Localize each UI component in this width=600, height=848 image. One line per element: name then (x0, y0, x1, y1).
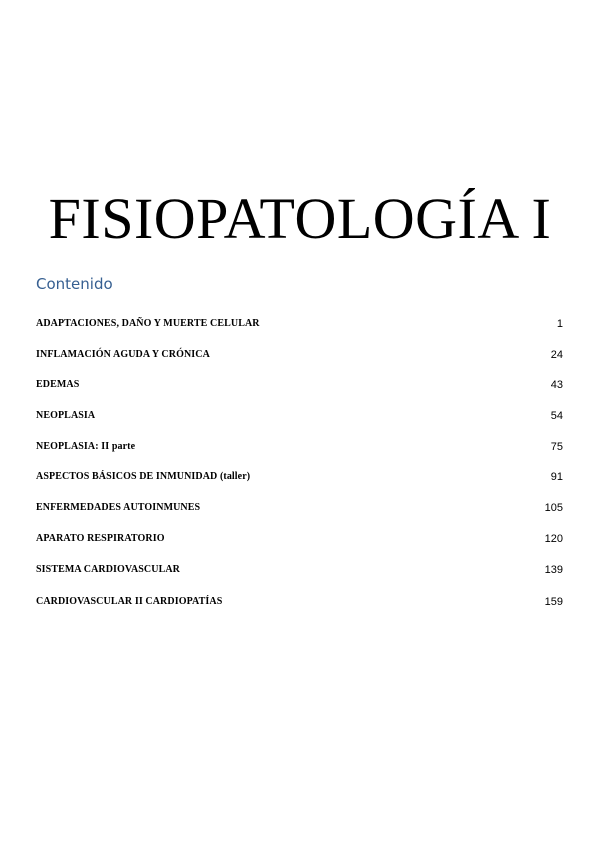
toc-entry-label[interactable]: ASPECTOS BÁSICOS DE INMUNIDAD (taller) (36, 471, 251, 483)
toc-heading: Contenido (36, 275, 113, 293)
toc-entry-label[interactable]: NEOPLASIA: II parte (36, 440, 136, 452)
document-title: FISIOPATOLOGÍA I (48, 186, 552, 251)
toc-entry-page[interactable]: 1 (556, 318, 563, 330)
toc-entry-label[interactable]: NEOPLASIA (36, 410, 96, 422)
toc-entry-page[interactable]: 75 (550, 440, 563, 453)
toc-entry-page[interactable]: 120 (544, 532, 563, 545)
toc-entry-label[interactable]: ADAPTACIONES, DAÑO Y MUERTE CELULAR (36, 318, 260, 329)
toc-entry-label[interactable]: SISTEMA CARDIOVASCULAR (36, 563, 180, 575)
toc-entry-label[interactable]: EDEMAS (36, 379, 80, 391)
toc-entry-page[interactable]: 24 (550, 348, 563, 361)
toc-entry[interactable] (36, 345, 563, 376)
toc-entry[interactable] (36, 498, 563, 529)
toc-entry-page[interactable]: 91 (550, 471, 563, 484)
toc-entry[interactable] (36, 375, 563, 406)
toc-entry[interactable] (36, 467, 563, 498)
toc-entry-label[interactable]: INFLAMACIÓN AGUDA Y CRÓNICA (36, 348, 210, 360)
toc-entry[interactable] (36, 560, 563, 591)
toc-entry-page[interactable]: 43 (550, 379, 563, 392)
toc-entry[interactable] (36, 529, 563, 560)
table-of-contents (36, 314, 563, 622)
toc-entry-label[interactable]: ENFERMEDADES AUTOINMUNES (36, 502, 201, 514)
toc-entry[interactable] (36, 437, 563, 468)
toc-entry[interactable] (36, 592, 563, 623)
toc-entry-page[interactable]: 105 (544, 502, 563, 515)
toc-entry-label[interactable]: APARATO RESPIRATORIO (36, 532, 165, 544)
toc-entry-page[interactable]: 139 (544, 563, 563, 576)
toc-entry-page[interactable]: 159 (544, 595, 563, 608)
toc-entry[interactable] (36, 314, 563, 345)
toc-entry[interactable] (36, 406, 563, 437)
toc-entry-label[interactable]: CARDIOVASCULAR II CARDIOPATÍAS (36, 595, 223, 607)
toc-entry-page[interactable]: 54 (550, 410, 563, 423)
